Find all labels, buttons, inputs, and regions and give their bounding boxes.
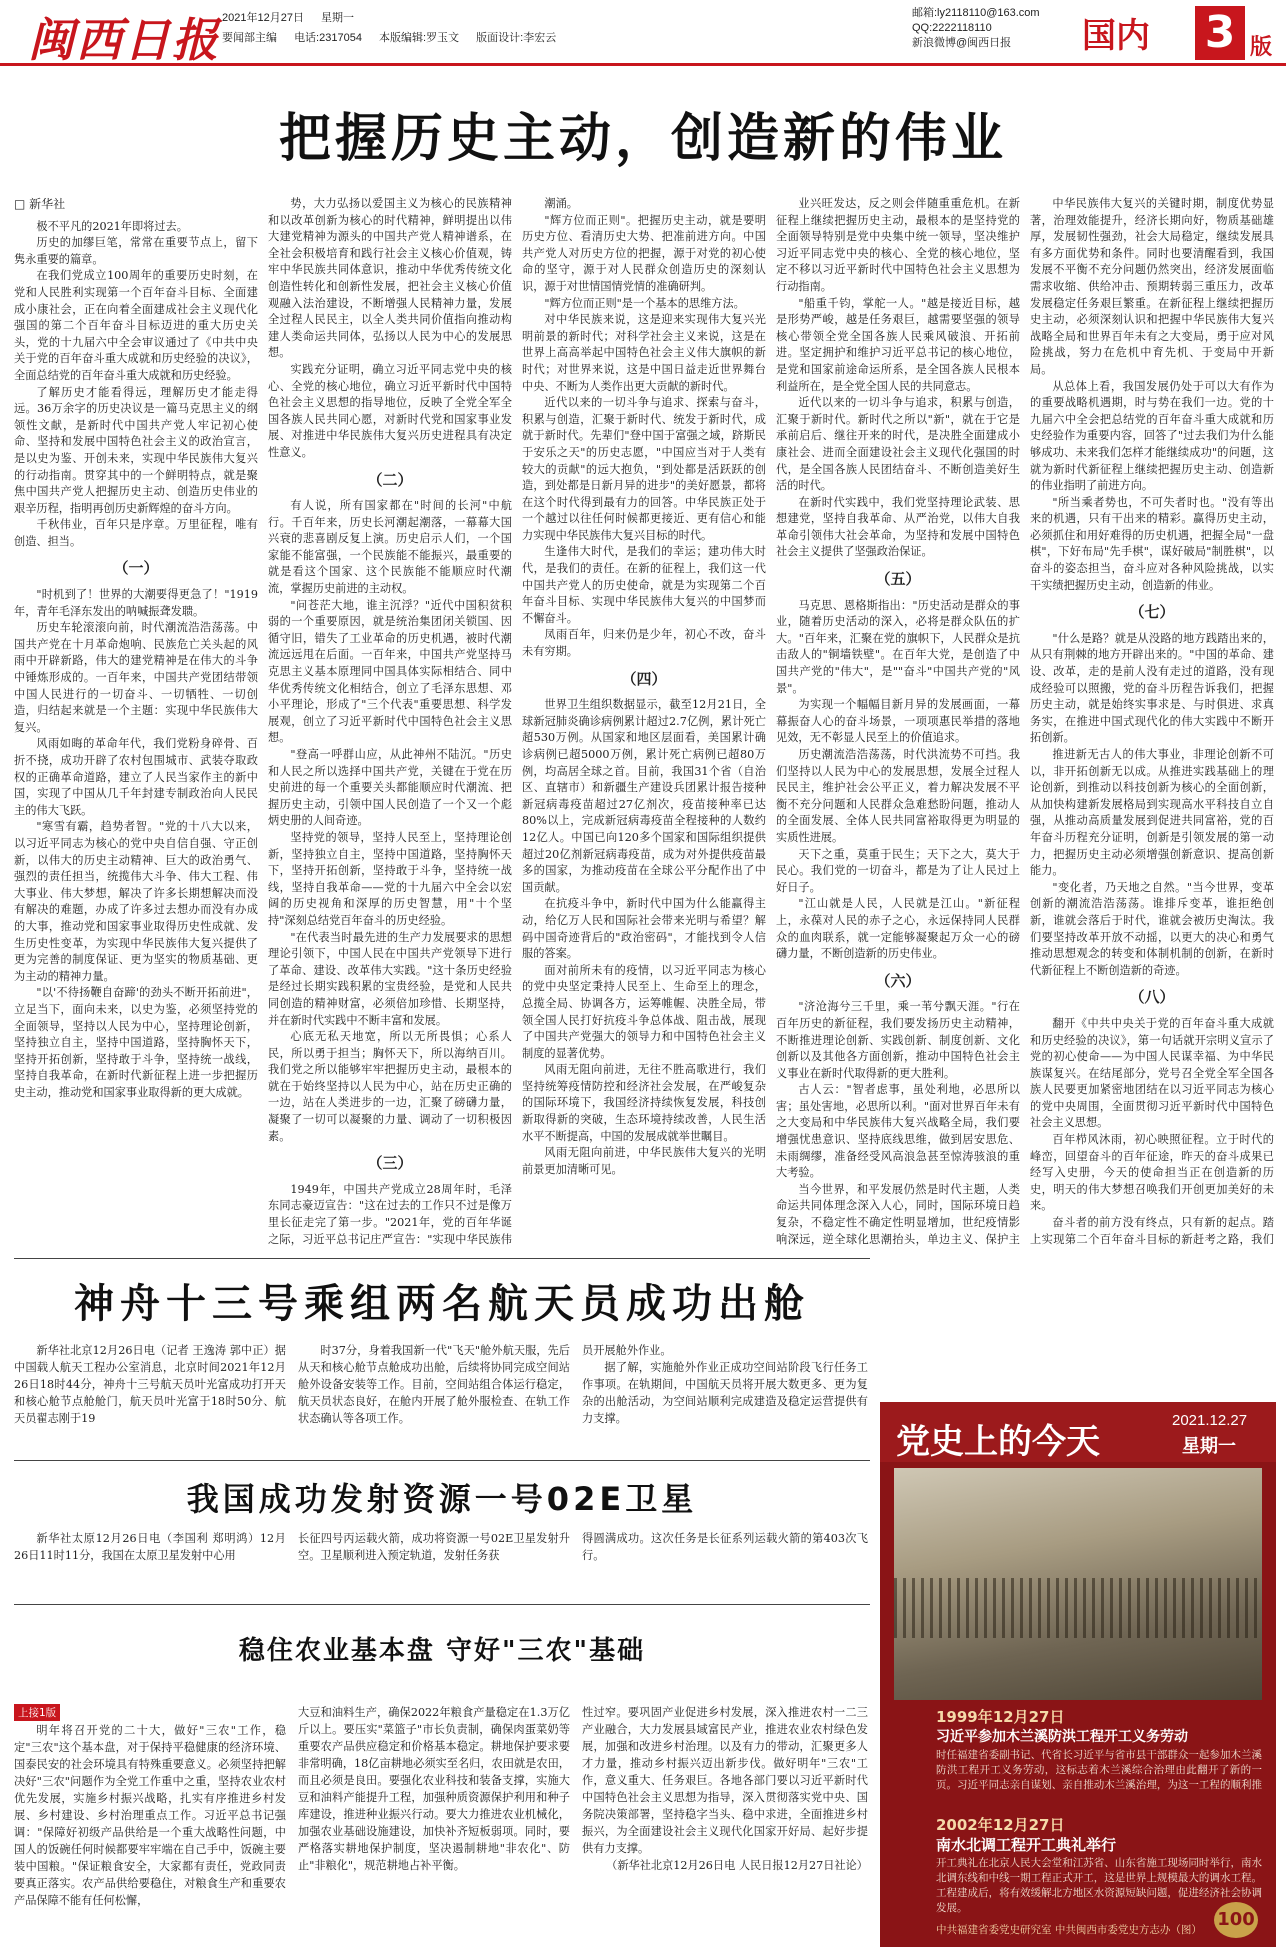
event2-text: 开工典礼在北京人民大会堂和江苏省、山东省施工现场同时举行，南水北调东线和中线一期工程正式开工，这是世界上规模最大的调水工程。工程建成后，将有效缓解北方地区水资源短缺问题，促进经济社会协调发展。 (936, 1857, 1262, 1914)
lead-column-2 (268, 196, 512, 1246)
panel-source: 中共福建省委党史研究室 中共闽西市委党史方志办（图） (936, 1924, 1202, 1936)
event1-date: 1999年12月27日 (936, 1708, 1065, 1726)
paragraph: 在抗疫斗争中，新时代中国为什么能赢得主动，给亿万人民和国际社会带来光明与希望？解码中国奇迹背后的"政治密码"，才能找到令人信服的答案。 (522, 897, 766, 961)
col1-paras (14, 219, 258, 551)
panel-header (880, 1402, 1276, 1462)
story3-title: 我国成功发射资源一号02E卫星 (186, 1480, 698, 1518)
col3b-paras (522, 697, 766, 1178)
paragraph: "辉方位而正则"。把握历史主动，就是要明历史方位、看清历史大势、把准前进方向。中国共产党人对历史方位的把握，源于对党的初心使命的坚守，源于对人民群众创造历史的深刻认识，源于对世情国情党情的准确研判。 (522, 213, 766, 293)
issue-date: 2021年12月27日 (222, 12, 304, 24)
issue-meta (222, 8, 570, 48)
paragraph: "辉方位而正则"是一个基本的思维方法。 (544, 296, 745, 310)
paragraph: 近代以来的一切斗争与追求，积累与创造，汇聚于新时代。新时代之所以"新"，就在于它是承前启后、继往开来的时代，是决胜全面建成小康社会、进而全面建设社会主义现代化强国的时代，是全国各族人民团结奋斗、不断创造美好生活的时代。 (776, 396, 1020, 493)
col2b-paras (268, 498, 512, 1145)
centenary-badge: 100 (1214, 1902, 1258, 1938)
section-heading-5: （五） (875, 570, 921, 589)
story3-col3-text: 得圆满成功。这次任务是长征系列运载火箭的第403次飞行。 (582, 1532, 868, 1562)
lead-headline: 把握历史主动，创造新的伟业 (278, 109, 1007, 169)
story2-col2 (298, 1342, 570, 1452)
email: 邮箱:ly2118110@163.com (912, 7, 1040, 19)
paragraph: 历史潮流浩浩荡荡，时代洪流势不可挡。我们坚持以人民为中心的发展思想，发展全过程人民民主，维护社会公平正义，着力解决发展不平衡不充分问题和人民群众急难愁盼问题，推动人的全面发展、全体人民共同富裕取得更为明显的实质性进展。 (776, 748, 1020, 844)
story4-col3 (582, 1704, 868, 1947)
paragraph: "所当乘者势也，不可失者时也。"没有等出来的机遇，只有干出来的精彩。赢得历史主动，必须抓住和用好难得的历史机遇，把握全局"一盘棋"，下好布局"先手棋"，谋好破局"制胜棋"，以奋斗的姿态担当，奋斗应对各种风险挑战，以实干实绩把握历史主动，创造新的伟业。 (1030, 495, 1274, 592)
paragraph: 对中华民族来说，这是迎来实现伟大复兴光明前景的新时代；对科学社会主义来说，这是在世界上高高举起中国特色社会主义伟大旗帜的新时代；对世界来说，这是中国日益走近世界舞台中央、不断为人类作出更大贡献的新时代。 (522, 313, 766, 393)
paragraph: 潮涌。 (544, 197, 578, 210)
lead-column-1 (14, 196, 258, 1246)
paragraph: 古人云："智者虑事，虽处利地，必思所以害；虽处害地，必思所以利。"面对世界百年未有之大变局和中华民族伟大复兴战略全局，我们要增强忧患意识、坚持底线思维，做到居安思危、未雨绸缪，准备经受风高浪急甚至惊涛骇浪的重大考验。 (776, 1083, 1020, 1180)
story4-col2 (298, 1704, 570, 1947)
section-heading-7: （七） (1129, 603, 1175, 622)
col2a-paras (268, 196, 512, 462)
paragraph: 心底无私天地宽，所以无所畏惧；心系人民，所以勇于担当；胸怀天下，所以海纳百川。我们党之所以能够牢牢把握历史主动，最根本的就在于始终坚持以人民为中心，站在历史正确的一边，站在人类进步的一边，汇聚了磅礴力量，凝聚了一切可以凝聚的力量、调动了一切积极因素。 (268, 1030, 512, 1143)
col5a-paras (1030, 196, 1274, 594)
story2-col3-text: 员开展舱外作业。 (582, 1344, 672, 1357)
chief-editor: 要闻部主编 (222, 32, 277, 44)
section-heading-4: （四） (621, 669, 667, 688)
paragraph: "以'不待扬鞭自奋蹄'的劲头不断开拓前进"，立足当下，面向未来，以史为鉴，必须坚持党的全面领导，坚持以人民为中心，坚持理论创新，坚持独立自主，坚持中国道路，坚持胸怀天下，坚持开拓创新，坚持敢于斗争，坚持统一战线，坚持自我革命，在新时代新征程上进一步把握历史主动，推动党和国家事业取得新的更大成就。 (14, 986, 258, 1099)
page-number: 3 (1195, 6, 1245, 60)
history-today-panel (880, 1402, 1276, 1947)
paragraph: 近代以来的一切斗争与追求、探索与奋斗，积累与创造，汇聚于新时代、统发于新时代，成就于新时代。先辈们"登中国于富强之域，跻斯民于安乐之天"的历史志愿，"中国应当对于人类有较大的贡献"的远大抱负，"到处都是活跃跃的创造，到处都是日新月异的进步"的美好愿景，都将在这个时代得到最有力的回答。中华民族正处于一个越过以往任何时候都更接近、更有信心和能力实现中华民族伟大复兴目标的时代。 (522, 396, 766, 542)
col1b-paras (14, 587, 258, 1101)
paragraph: 推进新无古人的伟大事业，非理论创新不可以，非开拓创新无以成。从推进实践基础上的理论创新，到推动以科技创新为核心的全面创新，从加快构建新发展格局到实现高水平科技自立自强，从推动高质量发展到促进共同富裕，党的百年奋斗历程充分证明，创新是引领发展的第一动力，把握历史主动必须增强创新意识、提高创新能力。 (1030, 748, 1274, 878)
col5b-paras (1030, 631, 1274, 979)
paragraph: 凤雨百年，归来仍是少年，初心不改，奋斗未有穷期。 (522, 628, 766, 659)
paragraph: 极不平凡的2021年即将过去。 (36, 219, 188, 233)
paragraph: 翻开《中共中央关于党的百年奋斗重大成就和历史经验的决议》，第一句话就开宗明义宣示了党的初心使命——为中国人民谋幸福、为中华民族谋复兴。在结尾部分，党号召全党全军全国各族人民要更加紧密地团结在以习近平同志为核心的党中央周围，全面贯彻习近平新时代中国特色社会主义思想。 (1030, 1016, 1274, 1130)
paragraph: "在代表当时最先进的生产力发展要求的思想理论引领下，中国人民在中国共产党领导下进行了革命、建设、改革伟大实践。"这十条历史经验是经过长期实践积累的宝贵经验，是党和人民共同创造的精神财富，必须倍加珍惜、长期坚持，并在新时代实践中不断丰富和发展。 (268, 930, 512, 1027)
paragraph: 世界卫生组织数据显示，截至12月21日，全球新冠肺炎确诊病例累计超过2.7亿例，累计死亡超530万例。从国家和地区层面看，美国累计确诊病例已超5000万例，累计死亡病例已超80万例，均高居全球之首。目前，我国31个省（自治区、直辖市）和新疆生产建设兵团累计报告接种新冠病毒疫苗超过27亿剂次，疫苗接种率已达80%以上，完成新冠病毒疫苗全程接种的人数约12亿人。中国已向120多个国家和国际组织提供超过20亿剂新冠病毒疫苗，成为对外提供疫苗最多的国家，为推动疫苗在全球公平分配作出了中国贡献。 (522, 698, 766, 894)
paragraph: 风雨如晦的革命年代，我们党粉身碎骨、百折不挠，成功开辟了农村包围城市、武装夺取政权的正确革命道路，建立了人民当家作主的新中国，实现了中国从几千年封建专制政治向人民民主的伟大飞跃。 (14, 737, 258, 817)
paragraph: 从总体上看，我国发展仍处于可以大有作为的重要战略机遇期，时与势在我们一边。党的十九届六中全会把总结党的百年奋斗重大成就和历史经验作为重要内容，回答了"过去我们为什么能够成功、未来我们怎样才能继续成功"的问题，这就为新时代新征程上继续把握历史主动、创造新的伟业指明了前进方向。 (1030, 379, 1274, 493)
col4b-paras (776, 598, 1020, 963)
story4-title: 稳住农业基本盘 守好"三农"基础 (238, 1636, 646, 1666)
col4a-paras (776, 196, 1020, 561)
paragraph: 了解历史才能看得远，理解历史才能走得远。36万余字的历史决议是一篇马克思主义的纲领性文献，是新时代中国共产党人牢记初心使命、坚持和发展中国特色社会主义的政治宣言，是以史为鉴、开创未来，实现中华民族伟大复兴的行动指南。贯穿其中的一个鲜明特点，就是聚焦中国共产党人把握历史主动、创造历史伟业的艰辛历程，指明再创历史新辉煌的奋斗方向。 (14, 385, 258, 515)
panel-date: 2021.12.27 (1172, 1412, 1248, 1429)
paragraph: 为实现一个幅幅目新月异的发展画面，一幕幕振奋人心的奋斗场景，一项项惠民举措的落地见效，无不彰显人民至上的价值追求。 (776, 698, 1020, 745)
paragraph: 面对前所未有的疫情，以习近平同志为核心的党中央坚定秉持人民至上、生命至上的理念，总揽全局、协调各方，运筹帷幄、决胜全局，带领全国人民打好抗疫斗争总体战、阻击战，展现了中国共产党强大的领导力和中国特色社会主义制度的显著优势。 (522, 963, 766, 1060)
section-heading-2: （二） (367, 470, 413, 489)
qq: QQ:2222118110 (912, 22, 992, 34)
paragraph: "时机到了！世界的大潮要得更急了！"1919年，青年毛泽东发出的呐喊振聋发聩。 (14, 588, 258, 618)
col2c-paras (268, 1182, 512, 1246)
paragraph: "问苍茫大地，谁主沉浮？"近代中国积贫积弱的一个重要原因，就是统治集团闭关锁国、因循守旧，错失了工业革命的历史机遇，被时代潮流远远甩在后面。一百年来，中国共产党坚持马克思主义基本原理同中国具体实际相结合、同中华优秀传统文化相结合，创立了毛泽东思想、邓小平理论，形成了"三个代表"重要思想、科学发展观，创立了习近平新时代中国特色社会主义思想。 (268, 598, 512, 745)
paragraph: "变化者，乃天地之自然。"当今世界，变革创新的潮流浩浩荡荡。谁排斥变革，谁拒绝创新，谁就会落后于时代，谁就会被历史淘汰。我们要坚持改革开放不动摇，以更大的决心和勇气推动思想观念的转变和体制机制的创新，在新时代新征程上不断创造新的奇迹。 (1030, 880, 1274, 977)
story3-col2-text: 长征四号丙运载火箭，成功将资源一号02E卫星发射升空。卫星顺利进入预定轨道，发射任务获 (298, 1532, 570, 1562)
lead-column-3 (522, 196, 766, 1246)
divider (14, 1604, 870, 1605)
panel-weekday: 星期一 (1182, 1436, 1236, 1457)
paragraph: 历史车轮滚滚向前，时代潮流浩浩荡荡。中国共产党在十月革命炮响、民族危亡关头起的风雨中开辟新路，伟大的建党精神是在伟大的斗争中锤炼形成的。一百年来，中国共产党团结带领中国人民进行的一切奋斗、一切牺牲、一切创造，归结起来就是一个主题：实现中华民族伟大复兴。 (14, 621, 258, 734)
paragraph: 有人说，所有国家都在"时间的长河"中航行。千百年来，历史长河潮起潮落，一幕幕大国兴衰的悲喜剧反复上演。历史启示人们，一个国家能不能富强，一个民族能不能振兴，最重要的就是看这个国家、这个民族能不能顺应时代潮流，掌握历史前进的主动权。 (268, 499, 512, 596)
story2-col1 (14, 1342, 286, 1452)
col3a-paras (522, 196, 766, 661)
paragraph: "寒雪有霸，趋势者智。"党的十八大以来，以习近平同志为核心的党中央自信自强、守正创新，以伟大的历史主动精神、巨大的政治勇气、强烈的责任担当，统揽伟大斗争、伟大工程、伟大事业、伟大梦想，解决了许多长期想解决而没有解决的难题，办成了许多过去想办而没有办成的大事，推动党和国家事业取得历史性成就、发生历史性变革，为实现中华民族伟大复兴提供了更为完善的制度保证、更为坚实的物质基础、更为主动的精神力量。 (14, 820, 258, 983)
paragraph: 天下之重，莫重于民生；天下之大，莫大于民心。我们党的一切奋斗，都是为了让人民过上好日子。 (776, 847, 1020, 894)
section-heading-3: （三） (367, 1154, 413, 1173)
designer: 版面设计:李宏云 (476, 32, 557, 44)
story4-col1 (14, 1722, 286, 1947)
byline: □ 新华社 (14, 197, 66, 211)
paragraph: 马克思、恩格斯指出："历史活动是群众的事业，随着历史活动的深入，必将是群众队伍的扩大。"百年来，汇聚在党的旗帜下，人民群众是抗击敌人的"铜墙铁壁"。在百年大党，是创造了中国共产党的"伟大"，是""奋斗"中国共产党的"风景"。 (776, 598, 1020, 695)
paragraph: 在我们党成立100周年的重要历史时刻，在党和人民胜利实现第一个百年奋斗目标、全面建成小康社会，正在向着全面建成社会主义现代化强国的第二个百年奋斗目标迈进的重大历史关头，党的十九届六中全会审议通过了《中共中央关于党的百年奋斗重大成就和历史经验的决议》，全面总结党的百年奋斗重大成就和历史经验。 (14, 269, 258, 382)
paragraph: 在新时代实践中，我们党坚持理论武装、思想建党，坚持自我革命、从严治党，以伟大自我革命引领伟大社会革命，为坚持和发展中国特色社会主义提供了坚强政治保证。 (776, 495, 1020, 559)
duty-editor: 本版编辑:罗玉文 (379, 32, 460, 44)
lead-column-5 (1030, 196, 1274, 1246)
masthead (0, 0, 1286, 66)
phone: 电话:2317054 (294, 32, 362, 44)
paragraph: "什么是路？就是从没路的地方践踏出来的，从只有荆棘的地方开辟出来的。"中国的革命、建设、改革，走的是前人没有走过的道路，没有现成经验可以照搬，党的奋斗历程告诉我们，把握历史主动，就是始终实事求是、与时俱进、求真务实，在推进中国式现代化的伟大实践中不断开拓创新。 (1030, 631, 1274, 745)
section-name: 国内 (1082, 16, 1150, 56)
story4-col2-text: 大豆和油料生产，确保2022年粮食产量稳定在1.3万亿斤以上。要压实"菜篮子"市长负责制，确保肉蛋菜奶等重要农产品供应稳定和价格基本稳定。耕地保护要求要非常明确，18亿亩耕地必须实至名归，农田就是农田，而且必须是良田。要强化农业科技和装备支撑，实施大豆和油料产能提升工程，加强种质资源保护利用和种子库建设，推进种业振兴行动。要大力推进农业机械化，加强农业基础设施建设，加快补齐短板弱项。同时，要严格落实耕地保护制度，坚决遏制耕地"非农化"、防止"非粮化"，规范耕地占补平衡。 (298, 1706, 570, 1872)
newspaper-logo: 闽西日报 (28, 13, 220, 67)
event2-title: 南水北调工程开工典礼举行 (936, 1836, 1117, 1854)
lead-column-4 (776, 196, 1020, 1246)
paragraph: "江山就是人民，人民就是江山。"新征程上，永葆对人民的赤子之心，永远保持同人民群众的血肉联系，就一定能够凝聚起万众一心的磅礴力量，不断创造新的历史伟业。 (776, 897, 1020, 961)
story4-col1-text: 明年将召开党的二十大，做好"三农"工作，稳定"三农"这个基本盘，对于保持平稳健康的经济环境、国泰民安的社会环境具有特殊重要意义。必须坚持把解决好"三农"问题作为全党工作重中之重，坚持农业农村优先发展，实施乡村振兴战略，扎实有序推进乡村发展、乡村建设、乡村治理重点工作。习近平总书记强调："保障好初级产品供给是一个重大战略性问题，中国人的饭碗任何时候都要牢牢端在自己手中，饭碗主要装中国粮。"保证粮食安全，大家都有责任，党政同责要真正落实。农产品供给要稳住，对粮食生产和重要农产品保障不能有任何松懈， (14, 1724, 286, 1907)
col5c-paras (1030, 1016, 1274, 1246)
section-heading-8: （八） (1129, 988, 1175, 1007)
divider (14, 1258, 870, 1259)
paragraph: 风雨无阻向前进，中华民族伟大复兴的光明前景更加清晰可见。 (522, 1146, 766, 1176)
panel-title: 党史上的今天 (896, 1422, 1100, 1462)
paragraph: "济沧海兮三千里，乘一苇兮飘天涯。"行在百年历史的新征程，我们要发扬历史主动精神，不断推进理论创新、实践创新、制度创新、文化创新以及其他各方面创新，推动中国特色社会主义事业在新时代取得新的更大胜利。 (776, 1000, 1020, 1080)
paragraph: 风雨无阻向前进，无往不胜高歌进行，我们坚持统筹疫情防控和经济社会发展，在严峻复杂的国际环境下，我国经济持续恢复发展，科技创新取得新的突破，生态环境持续改善，人民生活水平不断提高，中国的发展成就举世瞩目。 (522, 1063, 766, 1143)
paragraph: "船重千钧，掌舵一人。"越是接近目标，越是形势严峻，越是任务艰巨，越需要坚强的领导核心带领全党全国各族人民乘风破浪、开拓前进。坚定拥护和维护习近平总书记的核心地位，是党和国家前途命运所系，是全国各族人民根本利益所在，是全党全国人民的共同意志。 (776, 296, 1020, 393)
divider (14, 1460, 870, 1461)
historical-photo (894, 1468, 1262, 1700)
event1-title: 习近平参加木兰溪防洪工程开工义务劳动 (936, 1729, 1188, 1745)
story3-col3 (582, 1530, 868, 1570)
story4-col3-text: 性过窄。要巩固产业促进乡村发展，深入推进农村一二三产业融合，大力发展县域富民产业，推进农业农村绿色发展，加强和改进乡村治理。以及有力的带动，汇聚更多人才力量，推动乡村振兴迈出新步伐。做好明年"三农"工作，意义重大、任务艰巨。各地各部门要以习近平新时代中国特色社会主义思想为指导，深入贯彻落实党中央、国务院决策部署，坚持稳字当头、稳中求进，全面推进乡村振兴，为全面建设社会主义现代化国家开好局、起好步提供有力支撑。 (582, 1706, 868, 1855)
paragraph: 历史的加缪巨笔，常常在重要节点上，留下隽永重要的篇章。 (14, 236, 258, 266)
contact-info (912, 6, 1040, 51)
col4c-paras (776, 999, 1020, 1246)
event2-date: 2002年12月27日 (936, 1816, 1065, 1834)
paragraph: 中华民族伟大复兴的关键时期，制度优势显著，治理效能提升，经济长期向好，物质基础雄厚，发展韧性强劲，社会大局稳定，继续发展具有多方面优势和条件。同时也要清醒看到，我国发展不平衡不充分问题仍然突出，经济发展面临需求收缩、供给冲击、预期转弱三重压力，改革发展稳定任务艰巨繁重。在新征程上继续把握历史主动，必须深刻认识和把握中华民族伟大复兴战略全局和世界百年未有之大变局，勇于应对风险挑战，努力在危机中育先机、于变局中开新局。 (1030, 197, 1274, 376)
continued-tag: 上接1版 (14, 1704, 60, 1721)
section-heading-1: （一） (113, 559, 159, 578)
story2-title: 神舟十三号乘组两名航天员成功出舱 (74, 1281, 810, 1327)
story2-col1-text: 新华社北京12月26日电（记者 王逸涛 郭中正）据中国载人航天工程办公室消息，北京时间2021年12月26日18时44分，神舟十三号航天员叶光富成功打开天和核心舱节点舱舱门，航天员叶光富于18时50分、航天员翟志刚于19 (14, 1344, 286, 1425)
paragraph: 千秋伟业，百年只是序章。万里征程，唯有创造、担当。 (14, 518, 258, 548)
story2-col3b-text: 据了解，实施舱外作业正成功空间站阶段飞行任务工作事项。在轨期间，中国航天员将开展大数更多、更为复杂的出舱活动，为空间站顺利完成建造及稳定运营提供有力支撑。 (582, 1361, 868, 1425)
section-heading-6: （六） (875, 971, 921, 990)
paragraph: 奋斗者的前方没有终点，只有新的起点。踏上实现第二个百年奋斗目标的新赶考之路，我们 (1030, 1216, 1274, 1246)
story3-col1-text: 新华社太原12月26日电（李国利 郑明鸿）12月26日11时11分，我国在太原卫星发射中心用 (14, 1532, 286, 1562)
page-unit: 版 (1250, 35, 1273, 60)
paragraph: "登高一呼群山应，从此神州不陆沉。"历史和人民之所以选择中国共产党，关键在于党在历史前进的每一个重要关头都能顺应时代潮流、把握历史主动，引领中国人民创造了一个又一个彪炳史册的人间奇迹。 (268, 748, 512, 828)
event1-text: 时任福建省委副书记、代省长习近平与省市县干部群众一起参加木兰溪防洪工程开工义务劳动，这标志着木兰溪综合治理由此翻开了新的一页。习近平同志亲自谋划、亲自推动木兰溪治理，为这一工程的顺利推 (936, 1749, 1262, 1791)
paragraph: 业兴旺发达，反之则会伴随重重危机。在新征程上继续把握历史主动，最根本的是坚持党的全面领导特别是党中央集中统一领导，坚决维护习近平同志党中央的核心、全党的核心地位，坚定不移以习近平新时代中国特色社会主义思想为行动指南。 (776, 197, 1020, 293)
paragraph: 生逢伟大时代，是我们的幸运；建功伟大时代，是我们的责任。在新的征程上，我们这一代中国共产党人的历史使命，就是为实现第二个百年奋斗目标、实现中华民族伟大复兴的中国梦而不懈奋斗。 (522, 545, 766, 625)
paragraph: 实践充分证明，确立习近平同志党中央的核心、全党的核心地位，确立习近平新时代中国特色社会主义思想的指导地位，反映了全党全军全国各族人民共同心愿，对新时代党和国家事业发展、对推进中华民族伟大复兴历史进程具有决定性意义。 (268, 362, 512, 459)
story2-col2-text: 时37分，身着我国新一代"飞天"舱外航天服，先后从天和核心舱节点舱成功出舱，后续将协同完成空间站舱外设备安装等工作。目前，空间站组合体运行稳定，航天员状态良好，在舱内开展了舱外服检查、在轨工作状态确认等各项工作。 (298, 1344, 570, 1425)
story3-col1 (14, 1530, 286, 1570)
paragraph: 当今世界，和平发展仍然是时代主题，人类命运共同体理念深入人心，同时，国际环境日趋复杂，不稳定性不确定性明显增加，世纪疫情影响深远，逆全球化思潮抬头，单边主义、保护主 (776, 1182, 1020, 1246)
story4-source-note: （新华社北京12月26日电 人民日报12月27日社论） (606, 1859, 868, 1872)
weibo: 新浪微博@闽西日报 (912, 37, 1012, 49)
story2-col3 (582, 1342, 868, 1452)
story3-col2 (298, 1530, 570, 1570)
paragraph: 1949年，中国共产党成立28周年时，毛泽东同志豪迈宣告："这在过去的工作只不过是像万里长征走完了第一步。"2021年，党的百年华诞之际，习近平总书记庄严宣告："实现中华民族伟 (268, 1182, 512, 1246)
paragraph: 势，大力弘扬以爱国主义为核心的民族精神和以改革创新为核心的时代精神，鲜明提出以伟大建党精神为源头的中国共产党人精神谱系，在全社会积极培育和践行社会主义核心价值观，铸牢中华民族共同体意识，推动中华优秀传统文化创造性转化和创新性发展，把社会主义核心价值观融入法治建设，不断增强人民精神力量，发展全过程人民民主，以全人类共同价值指向推动构建人类命运共同体，弘扬以人民为中心的发展思想。 (268, 197, 512, 360)
paragraph: 百年栉风沐雨，初心映照征程。立于时代的峰峦，回望奋斗的百年征途，昨天的奋斗成果已经写入史册，今天的使命担当正在创造新的历史，明天的伟大梦想召唤我们开创更加美好的未来。 (1030, 1133, 1274, 1213)
paragraph: 坚持党的领导，坚持人民至上，坚持理论创新，坚持独立自主，坚持中国道路，坚持胸怀天下，坚持开拓创新，坚持敢于斗争，坚持统一战线，坚持自我革命——党的十九届六中全会以宏阔的历史视角和深厚的历史智慧，用"十个坚持"深刻总结党百年奋斗的历史经验。 (268, 830, 512, 927)
issue-weekday: 星期一 (321, 12, 355, 24)
